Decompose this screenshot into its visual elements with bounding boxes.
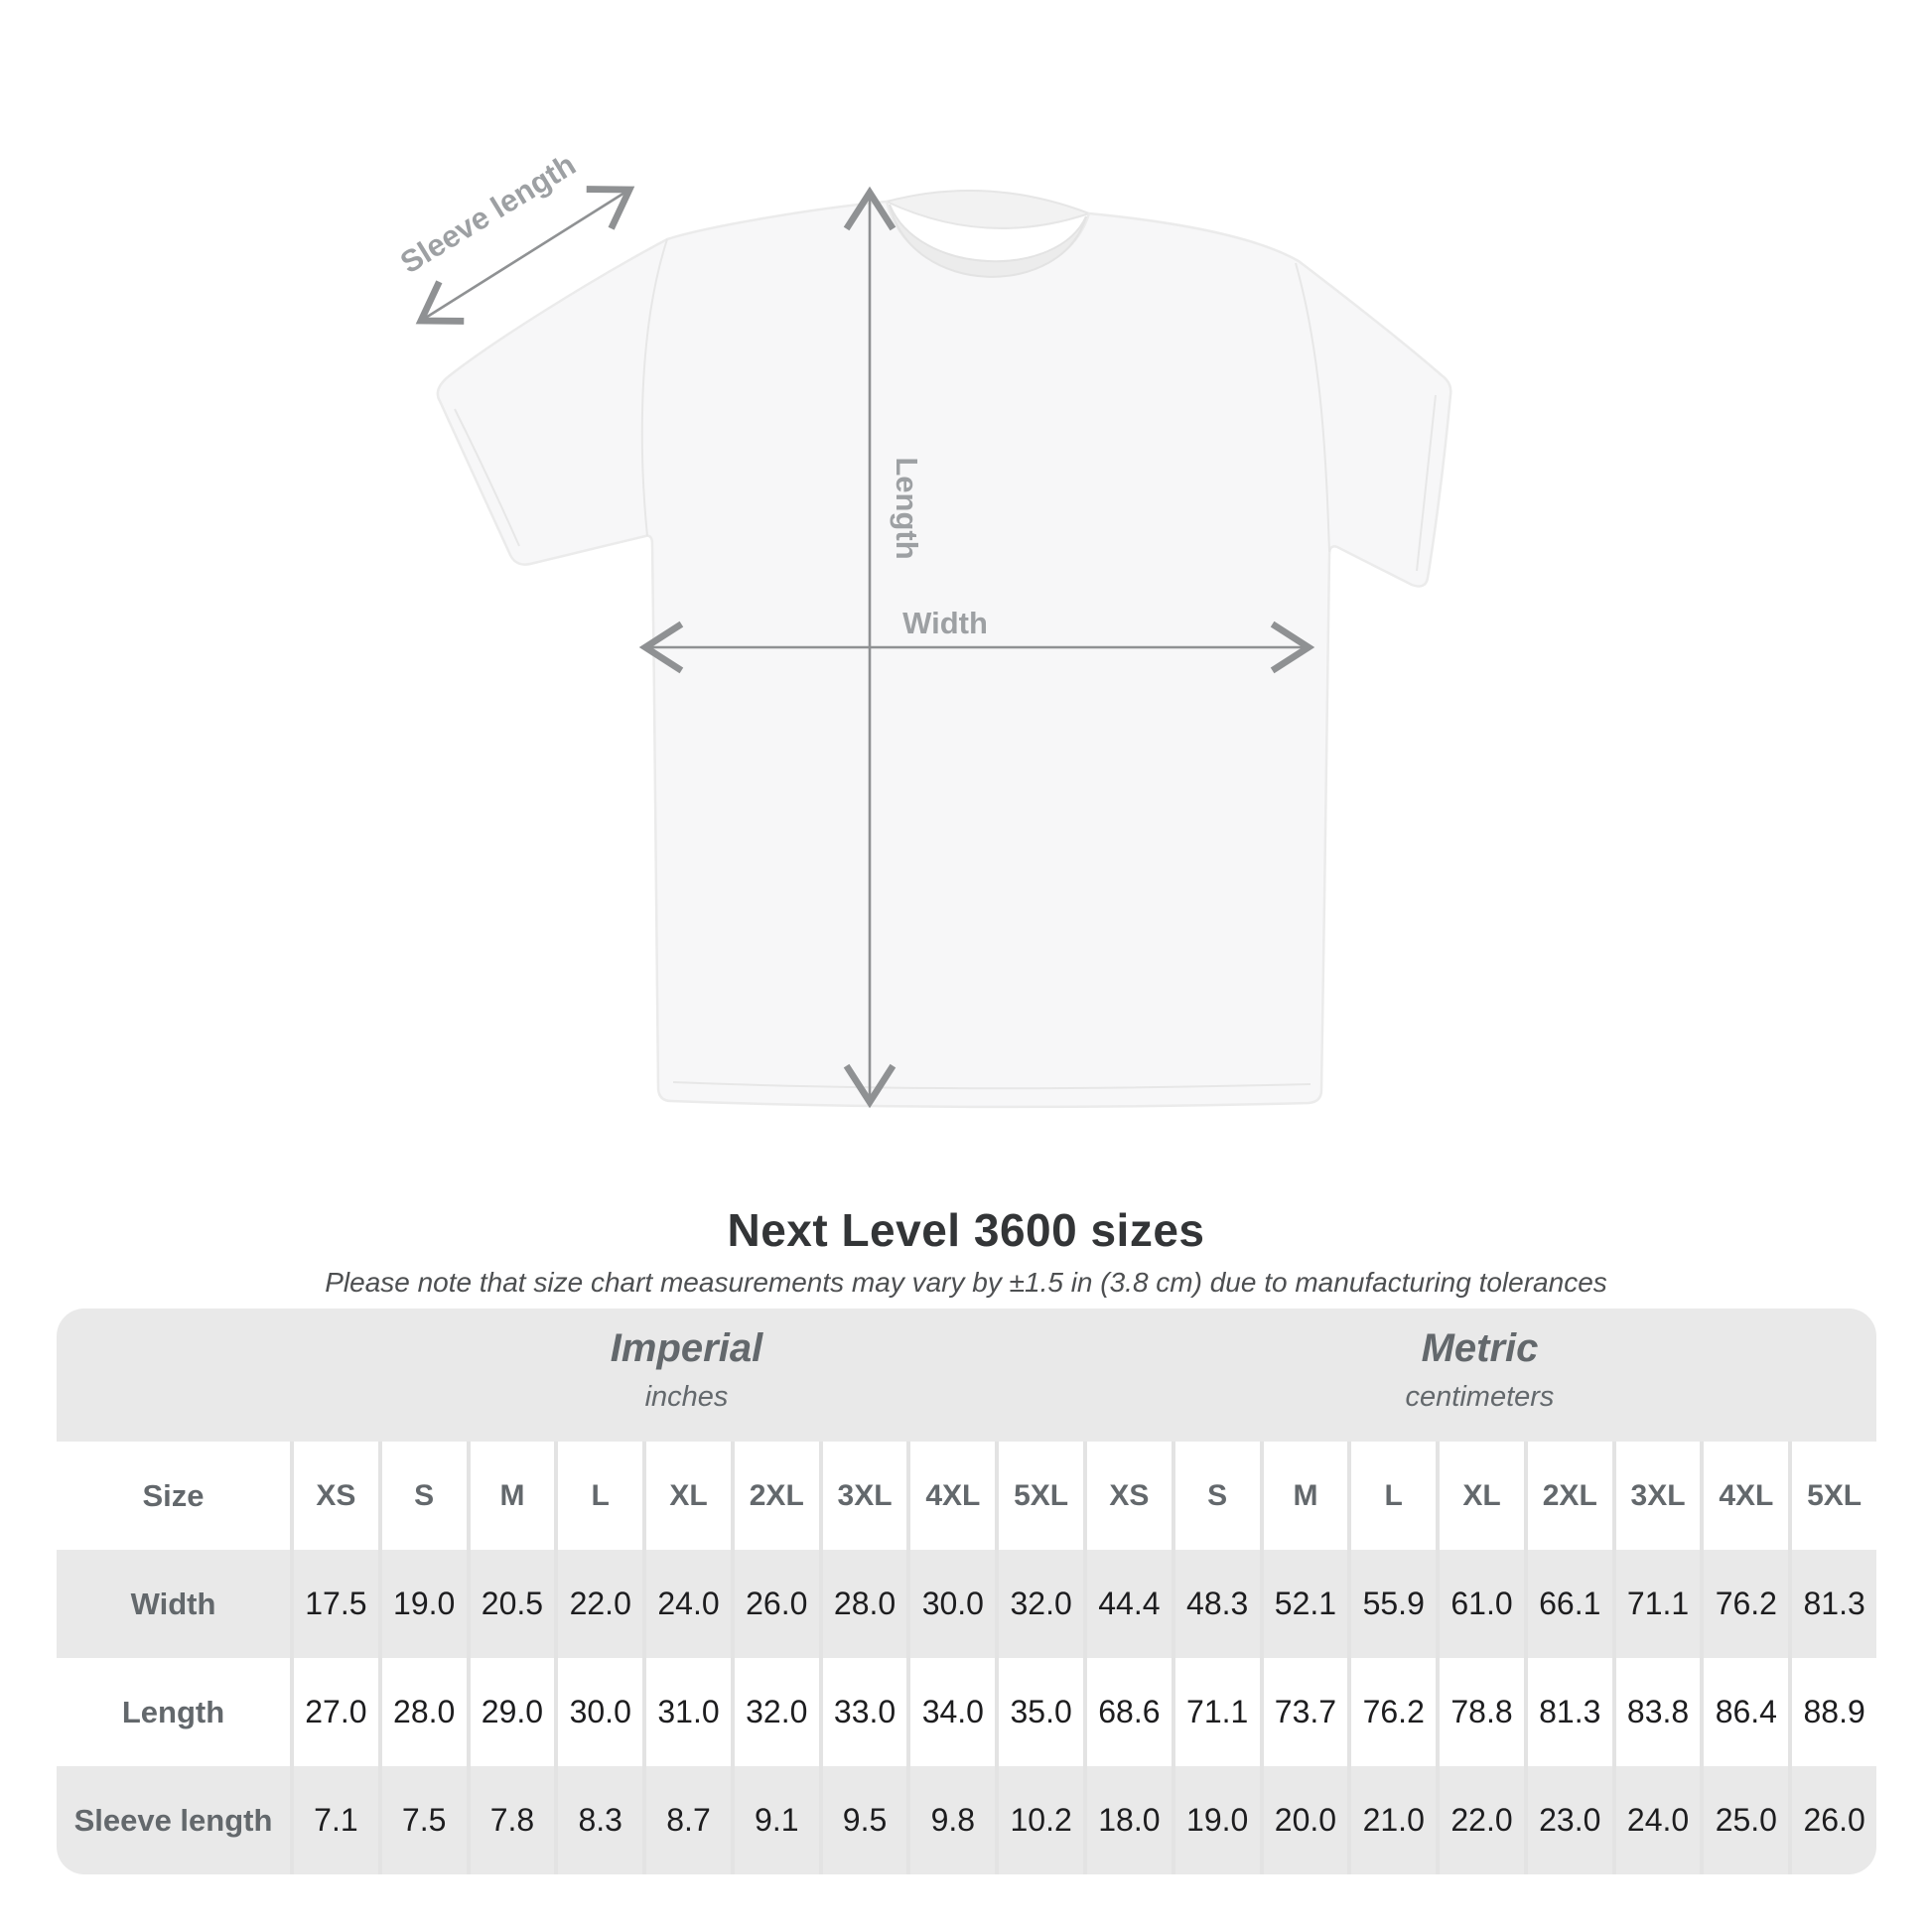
- header-metric-s: S: [1172, 1442, 1260, 1550]
- imperial-band: [290, 1309, 1083, 1442]
- metric-title: Metric: [1421, 1326, 1539, 1370]
- header-metric-5xl: 5XL: [1788, 1442, 1876, 1550]
- sleeve-metric-value: 24.0: [1612, 1766, 1701, 1874]
- tolerance-note: Please note that size chart measurements may vary by ±1.5 in (3.8 cm) due to manufacturing tolerances: [325, 1267, 1607, 1298]
- sleeve-imperial-value: 7.1: [290, 1766, 378, 1874]
- length-metric-value: 78.8: [1436, 1658, 1524, 1766]
- width-metric-value: 48.3: [1172, 1550, 1260, 1658]
- header-imperial-l: L: [554, 1442, 642, 1550]
- size-chart-table: [57, 1309, 1876, 1874]
- header-metric-m: M: [1260, 1442, 1348, 1550]
- width-imperial-value: 26.0: [731, 1550, 819, 1658]
- sleeve-length-label: Sleeve length: [394, 146, 582, 281]
- sleeve-imperial-value: 9.5: [819, 1766, 907, 1874]
- metric-unit: centimeters: [1405, 1381, 1555, 1413]
- sleeve-metric-value: 20.0: [1260, 1766, 1348, 1874]
- width-imperial-value: 32.0: [995, 1550, 1083, 1658]
- width-imperial-value: 19.0: [378, 1550, 467, 1658]
- sleeve-metric-value: 25.0: [1700, 1766, 1788, 1874]
- length-row-label: Length: [121, 1694, 225, 1729]
- sleeve-imperial-value: 8.3: [554, 1766, 642, 1874]
- sleeve-imperial-value: 8.7: [642, 1766, 731, 1874]
- length-imperial-value: 30.0: [554, 1658, 642, 1766]
- width-imperial-value: 22.0: [554, 1550, 642, 1658]
- header-imperial-5xl: 5XL: [995, 1442, 1083, 1550]
- width-row-label: Width: [57, 1550, 290, 1658]
- table-corner: [57, 1309, 290, 1442]
- size-row-label: Size: [142, 1477, 205, 1513]
- header-metric-3xl: 3XL: [1612, 1442, 1701, 1550]
- length-imperial-value: 33.0: [819, 1658, 907, 1766]
- length-imperial-value: 27.0: [290, 1658, 378, 1766]
- header-imperial-s: S: [378, 1442, 467, 1550]
- length-imperial-value: 31.0: [642, 1658, 731, 1766]
- imperial-unit: inches: [644, 1381, 729, 1413]
- header-metric-4xl: 4XL: [1700, 1442, 1788, 1550]
- header-imperial-2xl: 2XL: [731, 1442, 819, 1550]
- header-imperial-xs: XS: [290, 1442, 378, 1550]
- length-imperial-value: 34.0: [906, 1658, 995, 1766]
- length-metric-value: 76.2: [1347, 1658, 1436, 1766]
- width-metric-value: 44.4: [1083, 1550, 1172, 1658]
- sleeve-imperial-value: 9.8: [906, 1766, 995, 1874]
- width-imperial-value: 24.0: [642, 1550, 731, 1658]
- width-metric-value: 76.2: [1700, 1550, 1788, 1658]
- sleeve-metric-value: 21.0: [1347, 1766, 1436, 1874]
- width-imperial-value: 28.0: [819, 1550, 907, 1658]
- length-metric-value: 73.7: [1260, 1658, 1348, 1766]
- header-metric-xl: XL: [1436, 1442, 1524, 1550]
- sleeve-metric-value: 18.0: [1083, 1766, 1172, 1874]
- tshirt-body: [438, 202, 1450, 1107]
- sleeve-metric-value: 19.0: [1172, 1766, 1260, 1874]
- sleeve-imperial-value: 10.2: [995, 1766, 1083, 1874]
- length-metric-value: 88.9: [1788, 1658, 1876, 1766]
- width-metric-value: 71.1: [1612, 1550, 1701, 1658]
- width-label: Width: [902, 606, 988, 640]
- page-title: Next Level 3600 sizes: [727, 1204, 1205, 1256]
- length-metric-value: 81.3: [1524, 1658, 1612, 1766]
- sleeve-metric-value: 22.0: [1436, 1766, 1524, 1874]
- width-imperial-value: 30.0: [906, 1550, 995, 1658]
- length-imperial-value: 28.0: [378, 1658, 467, 1766]
- header-imperial-m: M: [467, 1442, 555, 1550]
- width-imperial-value: 17.5: [290, 1550, 378, 1658]
- metric-band: [1083, 1309, 1876, 1442]
- header-metric-l: L: [1347, 1442, 1436, 1550]
- length-metric-value: 83.8: [1612, 1658, 1701, 1766]
- imperial-title: Imperial: [610, 1326, 763, 1370]
- header-metric-2xl: 2XL: [1524, 1442, 1612, 1550]
- header-metric-xs: XS: [1083, 1442, 1172, 1550]
- width-metric-value: 66.1: [1524, 1550, 1612, 1658]
- length-metric-value: 68.6: [1083, 1658, 1172, 1766]
- length-imperial-value: 32.0: [731, 1658, 819, 1766]
- width-imperial-value: 20.5: [467, 1550, 555, 1658]
- sleeve-imperial-value: 9.1: [731, 1766, 819, 1874]
- sleeve-metric-value: 26.0: [1788, 1766, 1876, 1874]
- tshirt-back-collar: [887, 191, 1089, 228]
- width-metric-value: 61.0: [1436, 1550, 1524, 1658]
- width-metric-value: 52.1: [1260, 1550, 1348, 1658]
- length-metric-value: 71.1: [1172, 1658, 1260, 1766]
- length-imperial-value: 35.0: [995, 1658, 1083, 1766]
- sleeve-imperial-value: 7.8: [467, 1766, 555, 1874]
- width-metric-value: 55.9: [1347, 1550, 1436, 1658]
- sleeve-imperial-value: 7.5: [378, 1766, 467, 1874]
- sleeve-metric-value: 23.0: [1524, 1766, 1612, 1874]
- sleeve-row-label: Sleeve length: [57, 1766, 290, 1874]
- header-imperial-xl: XL: [642, 1442, 731, 1550]
- header-imperial-4xl: 4XL: [906, 1442, 995, 1550]
- length-label: Length: [890, 457, 924, 560]
- length-imperial-value: 29.0: [467, 1658, 555, 1766]
- width-metric-value: 81.3: [1788, 1550, 1876, 1658]
- header-imperial-3xl: 3XL: [819, 1442, 907, 1550]
- length-metric-value: 86.4: [1700, 1658, 1788, 1766]
